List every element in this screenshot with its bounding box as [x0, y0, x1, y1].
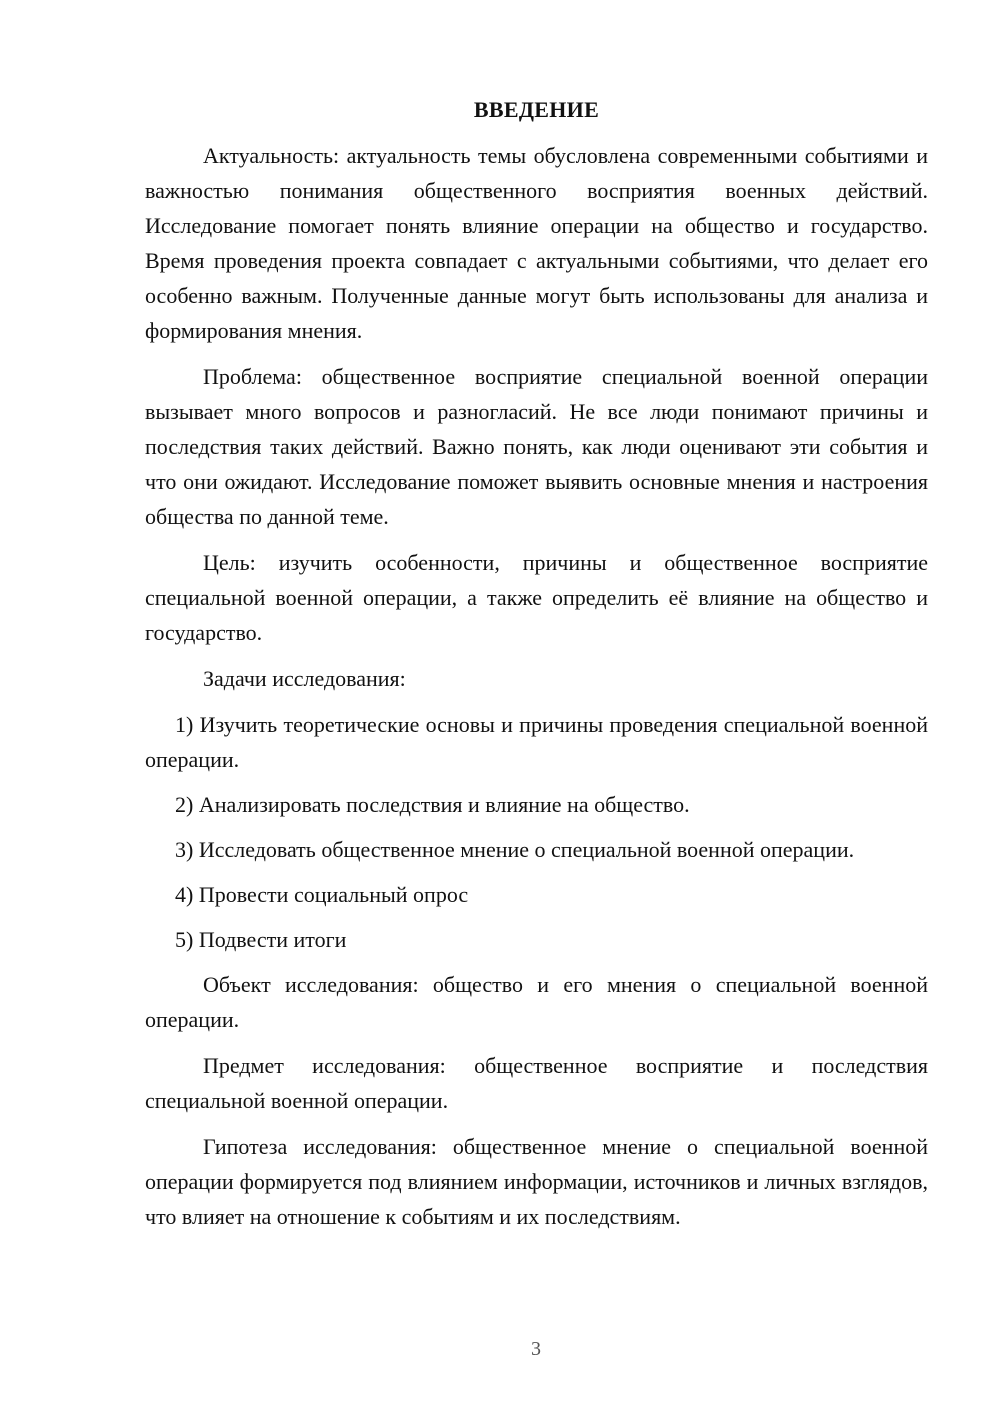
task-item: 5) Подвести итоги [175, 927, 347, 952]
page-content [145, 94, 928, 1245]
task-item: 1) Изучить теоретические основы и причины проведения специальной военной операции. [145, 712, 928, 772]
task-item: 3) Исследовать общественное мнение о специальной военной операции. [175, 837, 855, 862]
section-heading: ВВЕДЕНИЕ [473, 97, 600, 122]
tasks-title: Задачи исследования: [203, 666, 406, 691]
problem-paragraph: Проблема: общественное восприятие специальной военной операции вызывает много вопросов и разногласий. Не все люди понимают причины и последствия таких действий. Важно понять, как люди оценивают эти события и что они ожидают. Исследование поможет выявить основные мнения и настроения общества по данной теме. [145, 364, 928, 529]
relevance-paragraph: Актуальность: актуальность темы обусловлена современными событиями и важностью понимания общественного восприятия военных действий. Исследование помогает понять влияние операции на общество и государство. Время проведения проекта совпадает с актуальными событиями, что делает его особенно важным. Полученные данные могут быть использованы для анализа и формирования мнения. [145, 143, 928, 343]
tasks-list [145, 707, 928, 957]
hypothesis-paragraph: Гипотеза исследования: общественное мнение о специальной военной операции формируется под влиянием информации, источников и личных взглядов, что влияет на отношение к событиям и их последствиям. [145, 1134, 928, 1229]
object-paragraph: Объект исследования: общество и его мнения о специальной военной операции. [145, 972, 928, 1032]
task-item: 4) Провести социальный опрос [175, 882, 469, 907]
subject-paragraph: Предмет исследования: общественное восприятие и последствия специальной военной операции. [145, 1053, 928, 1113]
task-item: 2) Анализировать последствия и влияние на общество. [175, 792, 690, 817]
goal-paragraph: Цель: изучить особенности, причины и общественное восприятие специальной военной операции, а также определить её влияние на общество и государство. [145, 550, 928, 645]
page-number: 3 [531, 1338, 541, 1360]
